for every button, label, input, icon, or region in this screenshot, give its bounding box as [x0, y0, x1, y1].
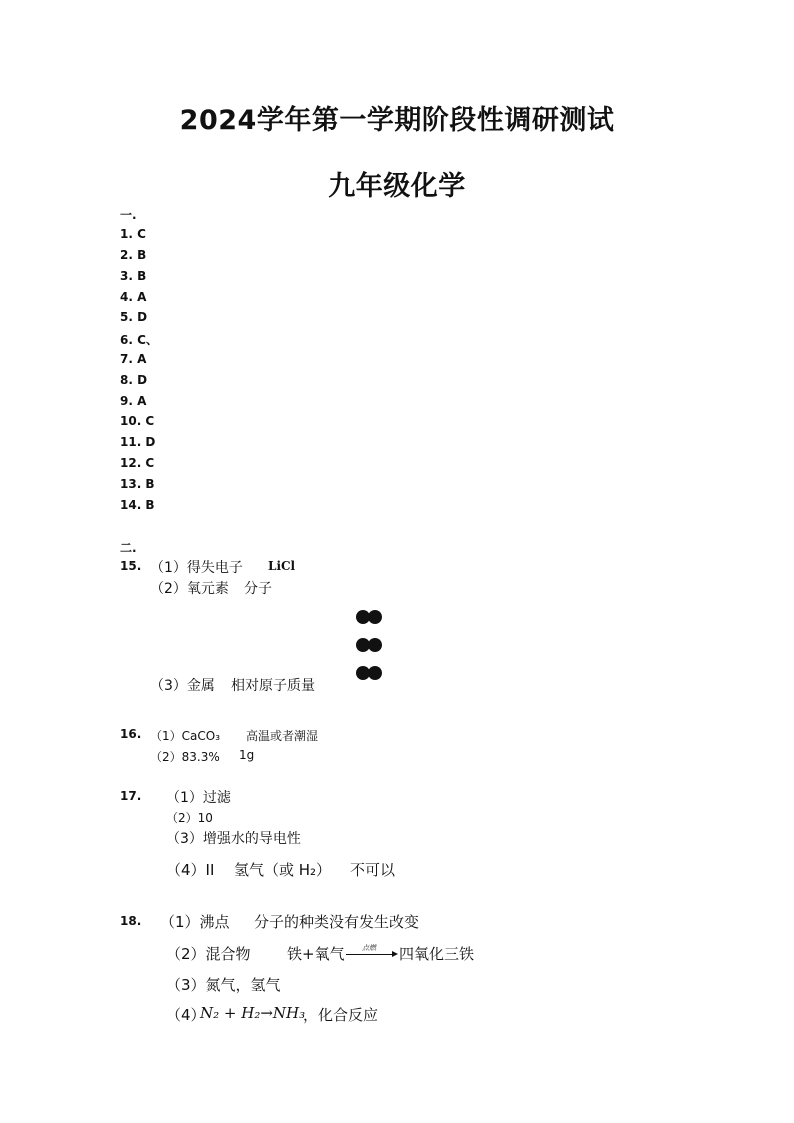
q17-part-4-answer-2: 不可以	[350, 861, 396, 879]
diatomic-molecule-icon	[356, 638, 384, 652]
q16-part-1-answer: 高温或者潮湿	[246, 729, 319, 743]
q17-part-4: （4）II	[166, 861, 215, 879]
reaction-equation: N₂ + H₂→NH₃	[200, 1004, 306, 1022]
reaction-reactants: 铁+氧气	[287, 945, 345, 963]
q16-part-1: （1）CaCO₃	[150, 729, 221, 743]
answer-item: 9. A	[120, 394, 147, 408]
diatomic-molecule-icon	[356, 666, 384, 680]
q15-part-1-answer: LiCl	[268, 559, 296, 573]
answer-item: 3. B	[120, 269, 147, 283]
question-number: 15.	[120, 559, 142, 573]
section-1-heading: 一.	[120, 208, 137, 222]
q18-part-3: （3）氮气，氢气	[166, 976, 281, 994]
answer-item: 11. D	[120, 435, 156, 449]
answer-item: 12. C	[120, 456, 155, 470]
q17-part-2: （2）10	[166, 811, 213, 825]
q18-part-2: （2）混合物	[166, 945, 251, 963]
q15-part-3-answer: 相对原子质量	[231, 678, 315, 694]
reaction-product: 四氧化三铁	[399, 945, 475, 963]
q18-part-1-answer: 分子的种类没有发生改变	[254, 913, 420, 931]
arrow-line	[346, 954, 394, 955]
q17-part-3: （3）增强水的导电性	[166, 831, 301, 847]
document-subtitle: 九年级化学	[328, 171, 466, 202]
arrow-head-icon	[392, 951, 398, 957]
question-number: 16.	[120, 727, 142, 741]
answer-item: 1. C	[120, 227, 146, 241]
q18-part-1: （1）沸点	[160, 913, 230, 931]
section-2-heading: 二.	[120, 541, 137, 555]
q17-part-1: （1）过滤	[166, 790, 231, 806]
q15-part-2: （2）氧元素	[150, 581, 229, 597]
q18-part-4: （4）	[166, 1006, 206, 1024]
q15-part-1: （1）得失电子	[150, 560, 243, 576]
reaction-condition: 点燃	[362, 944, 376, 952]
answer-item: 5. D	[120, 310, 148, 324]
q15-part-2-answer: 分子	[244, 581, 272, 597]
answer-item: 7. A	[120, 352, 147, 366]
q16-part-2-answer: 1g	[239, 748, 255, 762]
answer-item: 6. C、	[120, 333, 158, 347]
answer-item: 14. B	[120, 498, 155, 512]
answer-item: 10. C	[120, 414, 155, 428]
q17-part-4-answer: 氢气（或 H₂）	[234, 861, 332, 879]
answer-item: 4. A	[120, 290, 147, 304]
reaction-arrow	[346, 943, 398, 963]
question-number: 17.	[120, 789, 142, 803]
diatomic-molecule-icon	[356, 610, 384, 624]
answer-item: 8. D	[120, 373, 148, 387]
question-number: 18.	[120, 914, 142, 928]
q16-part-2: （2）83.3%	[150, 750, 220, 764]
document-title: 2024学年第一学期阶段性调研测试	[179, 105, 615, 136]
answer-item: 13. B	[120, 477, 155, 491]
answer-item: 2. B	[120, 248, 147, 262]
q15-part-3: （3）金属	[150, 678, 215, 694]
q18-part-4-answer: ，化合反应	[303, 1006, 379, 1024]
